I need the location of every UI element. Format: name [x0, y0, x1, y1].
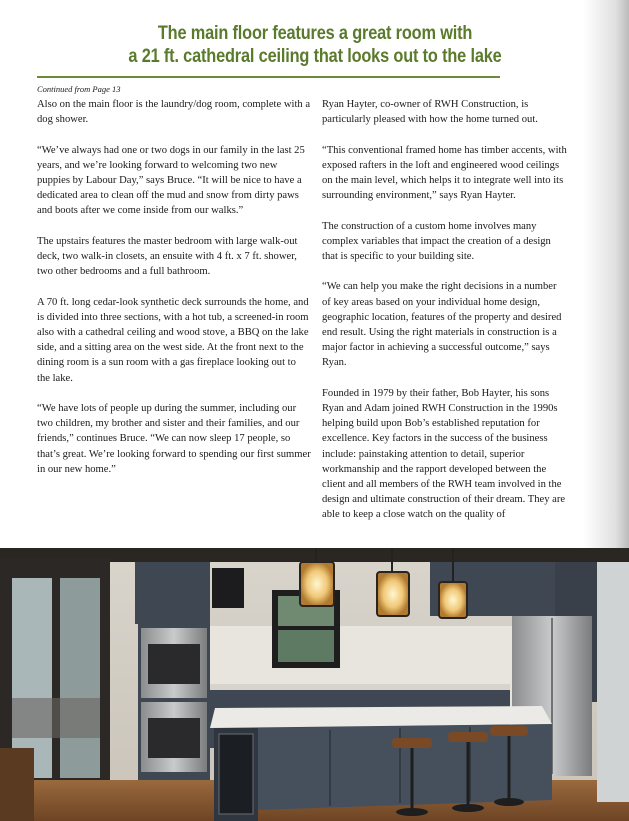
oven-window — [148, 718, 200, 758]
upper-cabinet — [135, 562, 210, 624]
bar-stool — [392, 738, 432, 748]
paragraph: “We’ve always had one or two dogs in our family in the last 25 years, and we’re looking forward to welcoming two new puppies by Labour Day,” says Bruce. “It will be nice to have a dedicated area to clean off the mud and snow from dirty paws and boots after we come inside from our walks.” — [37, 144, 305, 217]
patio-door-glass — [60, 578, 100, 778]
headline-divider — [37, 76, 500, 78]
pendant-light — [300, 562, 334, 606]
pendant-light — [439, 582, 467, 618]
wooden-chair — [0, 748, 34, 821]
paragraph: A 70 ft. long cedar-look synthetic deck surrounds the home, and is divided into three sections, with a hot tub, a screened-in room also with a cathedral ceiling and wood stove, a BBQ on the lake side, and a sitting area on the west side. At the front next to the dining room is a sun room with a gas fireplace looking out to the lake. — [37, 296, 309, 384]
pendant-light — [377, 572, 409, 616]
paragraph: “This conventional framed home has timber accents, with exposed rafters in the loft and engineered wood ceilings on the main level, which helps it to integrate well into its surrounding environment,” says Ryan Hayter. — [322, 144, 567, 202]
paragraph: Ryan Hayter, co-owner of RWH Construction, is particularly pleased with how the home turned out. — [322, 99, 538, 126]
bar-stool — [490, 726, 528, 736]
paragraph: The construction of a custom home involves many complex variables that impact the creation of a design that is specific to your building site. — [322, 220, 551, 262]
headline-line-1: The main floor features a great room with — [157, 23, 473, 44]
kitchen-photo — [0, 548, 629, 821]
continued-label: Continued from Page 13 — [37, 84, 121, 94]
paragraph: The upstairs features the master bedroom with large walk-out deck, two walk-in closets, an ensuite with 4 ft. x 7 ft. shower, two other bedrooms and a full bathroom. — [37, 235, 298, 278]
paragraph: “We have lots of people up during the summer, including our two children, my brother and sister and their families, and our friends,” continues Bruce. “We can now sleep 17 people, so that’s great. We’re looking forward to spending our first summer in our new home.” — [37, 403, 311, 475]
paragraph: “We can help you make the right decisions in a number of key areas based on your individual home design, geographic location, features of the property and desired end result. Using the right materials in construction is a major factor in achieving a successful outcome,” says Ryan. — [322, 281, 562, 369]
page-gutter-shadow — [583, 0, 629, 548]
side-wall — [597, 562, 629, 802]
bar-stool — [448, 732, 488, 742]
right-column — [322, 97, 567, 538]
headline-line-2: a 21 ft. cathedral ceiling that looks out to the lake — [128, 46, 502, 67]
countertop — [210, 684, 510, 690]
paragraph: Also on the main floor is the laundry/dog room, complete with a dog shower. — [37, 99, 311, 126]
oven-window — [148, 644, 200, 684]
paragraph: Founded in 1979 by their father, Bob Hayter, his sons Ryan and Adam joined RWH Construction in the 1990s helping build upon Bob’s established reputation for excellence. Key factors in the success of the business include: painstaking attention to detail, superior workmanship and the rapport developed between the client and all members of the RWH team involved in the design and ultimate construction of their dream. They are able to keep a close watch on the quality of — [322, 387, 566, 521]
tv — [212, 568, 244, 608]
window-glass — [278, 630, 334, 662]
left-column — [37, 97, 311, 492]
headline — [122, 22, 509, 68]
patio-furniture — [12, 698, 100, 738]
